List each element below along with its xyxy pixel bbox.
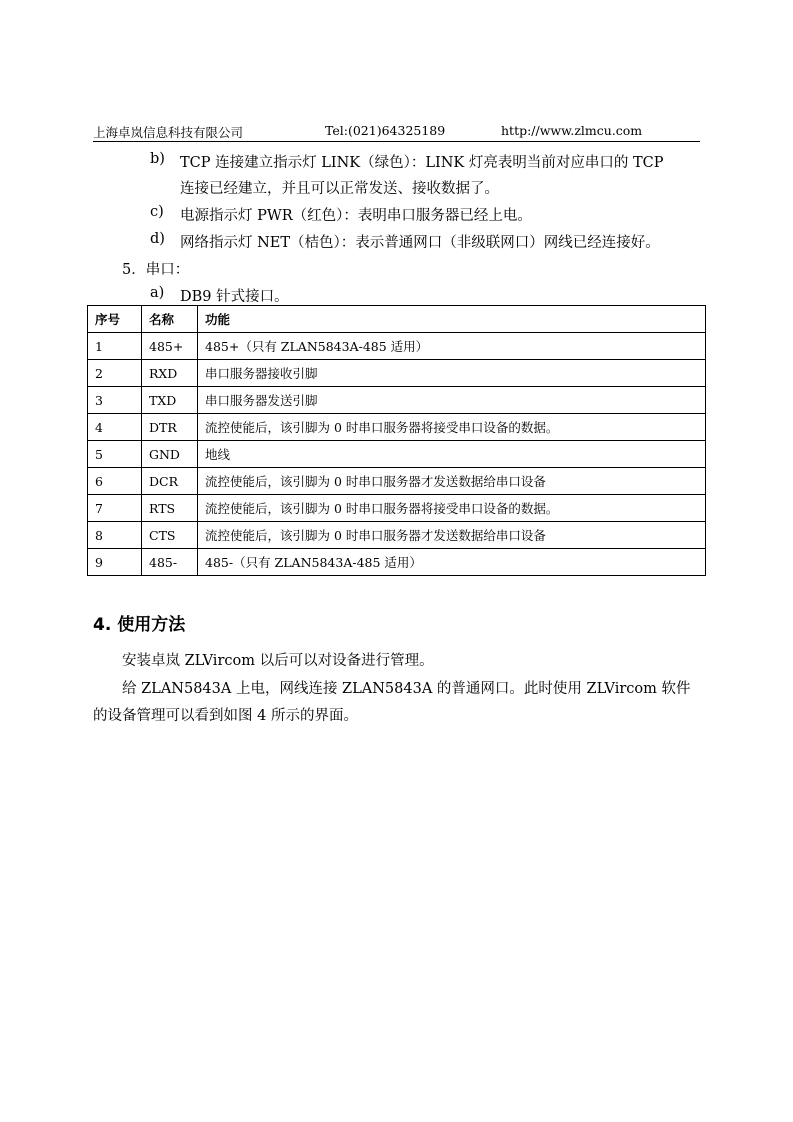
pin-no: 4	[88, 414, 142, 441]
pin-name: DTR	[142, 414, 198, 441]
pin-function: 串口服务器发送引脚	[198, 387, 706, 414]
usage-para2-line1: 给 ZLAN5843A 上电，网线连接 ZLAN5843A 的普通网口。此时使用 ZLVircom 软件	[122, 681, 691, 697]
table-row	[88, 414, 706, 441]
pin-function: 串口服务器接收引脚	[198, 360, 706, 387]
table-row	[88, 333, 706, 360]
item-d-line1: 网络指示灯 NET（桔色）：表示普通网口（非级联网口）网线已经连接好。	[180, 235, 660, 251]
pin-name: CTS	[142, 522, 198, 549]
pin-no: 5	[88, 441, 142, 468]
item-c-line1: 电源指示灯 PWR（红色）：表明串口服务器已经上电。	[180, 208, 532, 224]
header-no: 序号	[88, 306, 142, 333]
header-tel: Tel:(021)64325189	[325, 123, 446, 138]
pin-name: RXD	[142, 360, 198, 387]
pin-no: 7	[88, 495, 142, 522]
usage-para2-line2: 的设备管理可以看到如图 4 所示的界面。	[93, 708, 358, 724]
pin-no: 8	[88, 522, 142, 549]
pin-no: 9	[88, 549, 142, 576]
table-row	[88, 360, 706, 387]
item-b-marker: b)	[150, 151, 165, 167]
page-header	[93, 121, 700, 141]
pin-name: 485+	[142, 333, 198, 360]
header-company: 上海卓岚信息科技有限公司	[93, 125, 244, 140]
table-header-row	[88, 306, 706, 333]
pin-function: 流控使能后，该引脚为 0 时串口服务器才发送数据给串口设备	[198, 468, 706, 495]
pin-function: 流控使能后，该引脚为 0 时串口服务器将接受串口设备的数据。	[198, 414, 706, 441]
header-url: http://www.zlmcu.com	[501, 123, 643, 138]
table-row	[88, 387, 706, 414]
pin-function: 流控使能后，该引脚为 0 时串口服务器才发送数据给串口设备	[198, 522, 706, 549]
header-function: 功能	[198, 306, 706, 333]
table-row	[88, 495, 706, 522]
header-divider	[93, 141, 700, 142]
pin-function: 流控使能后，该引脚为 0 时串口服务器将接受串口设备的数据。	[198, 495, 706, 522]
pin-name: TXD	[142, 387, 198, 414]
pin-function: 地线	[198, 441, 706, 468]
table-row	[88, 549, 706, 576]
item-d-marker: d)	[150, 231, 165, 247]
table-row	[88, 468, 706, 495]
usage-para1: 安装卓岚 ZLVircom 以后可以对设备进行管理。	[122, 653, 434, 669]
section-title-usage: 4. 使用方法	[93, 615, 186, 635]
pin-no: 2	[88, 360, 142, 387]
pin-name: 485-	[142, 549, 198, 576]
pin-name: DCR	[142, 468, 198, 495]
item-c-marker: c)	[150, 204, 164, 220]
pin-table	[87, 305, 706, 576]
pin-no: 1	[88, 333, 142, 360]
serial-sub-marker: a)	[150, 285, 165, 301]
pin-name: RTS	[142, 495, 198, 522]
pin-no: 3	[88, 387, 142, 414]
pin-function: 485+（只有 ZLAN5843A-485 适用）	[198, 333, 706, 360]
table-row	[88, 522, 706, 549]
table-row	[88, 441, 706, 468]
serial-sub-text: DB9 针式接口。	[180, 289, 289, 305]
serial-heading: 5．串口：	[122, 262, 190, 278]
pin-no: 6	[88, 468, 142, 495]
item-b-line1: TCP 连接建立指示灯 LINK（绿色）：LINK 灯亮表明当前对应串口的 TCP	[180, 155, 664, 171]
pin-name: GND	[142, 441, 198, 468]
header-name: 名称	[142, 306, 198, 333]
pin-function: 485-（只有 ZLAN5843A-485 适用）	[198, 549, 706, 576]
item-b-line2: 连接已经建立，并且可以正常发送、接收数据了。	[180, 181, 499, 197]
